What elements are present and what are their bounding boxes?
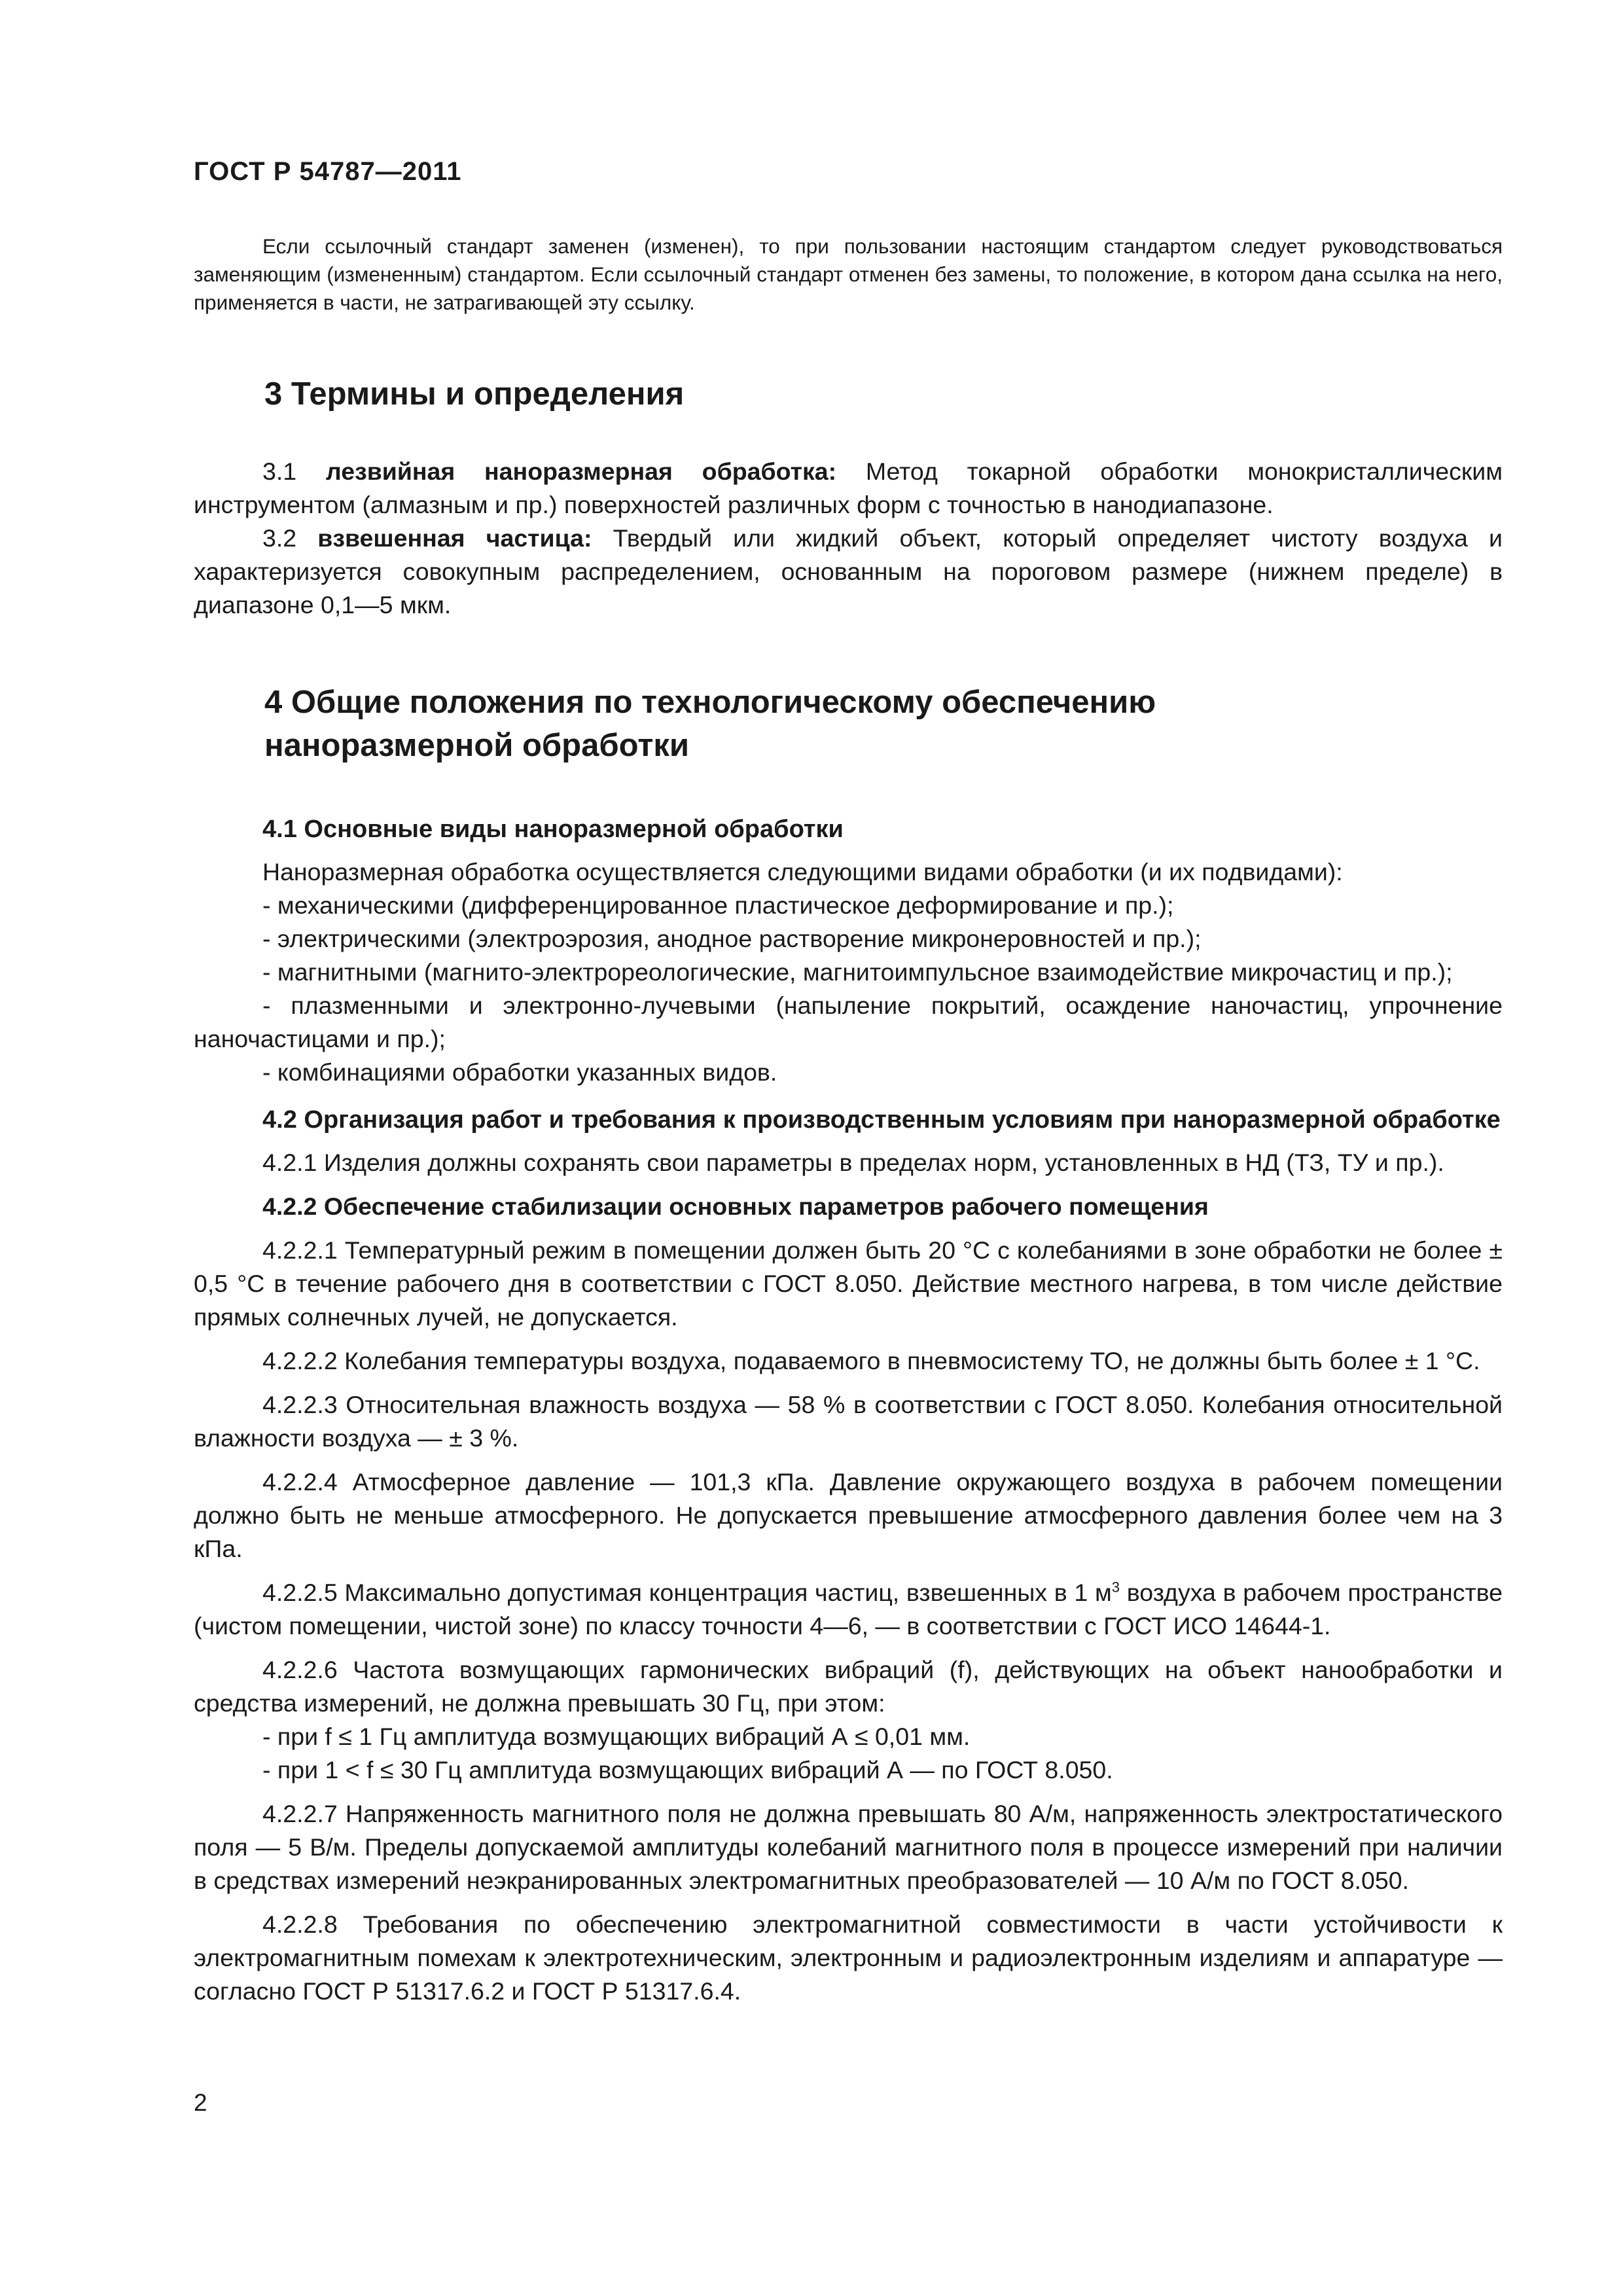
clause-4-2-2-5-part2: воздуха в рабочем пространстве (чистом помещении, чистой зоне) по классу точности 4—6, — в соответствии с ГОСТ ИСО 14644-1. xyxy=(194,1579,1503,1640)
term-3-1 xyxy=(194,455,1503,522)
clause-4-2-2-7: 4.2.2.7 Напряженность магнитного поля не должна превышать 80 А/м, напряженность электростатического поля — 5 В/м. Пределы допускаемой амплитуды колебаний магнитного поля в процессе измерений при наличии в средствах измерений неэкранированных электромагнитных преобразователей — 10 А/м по ГОСТ 8.050. xyxy=(194,1800,1503,1894)
section-4-title xyxy=(264,681,1503,767)
clause-4-2-2-2: 4.2.2.2 Колебания температуры воздуха, подаваемого в пневмосистему ТО, не должны быть более ± 1 °С. xyxy=(262,1347,1480,1374)
term-3-2-number: 3.2 xyxy=(262,524,297,552)
term-3-2-name: взвешенная частица: xyxy=(317,524,592,552)
subsection-4-2-title: 4.2 Организация работ и требования к производственным условиям при наноразмерной обработке xyxy=(262,1106,1501,1134)
list-item: - механическими (дифференцированное пластическое деформирование и пр.); xyxy=(262,891,1174,919)
clause-4-2-2-8: 4.2.2.8 Требования по обеспечению электромагнитной совместимости в части устойчивости к электромагнитным помехам к электротехническим, электронным и радиоэлектронным изделиям и аппаратуре — согласно ГОСТ Р 51317.6.2 и ГОСТ Р 51317.6.4. xyxy=(194,1910,1503,2005)
term-3-2 xyxy=(194,522,1503,622)
subsection-4-1-intro: Наноразмерная обработка осуществляется следующими видами обработки (и их подвидами): xyxy=(262,858,1343,886)
clause-4-2-1: 4.2.1 Изделия должны сохранять свои параметры в пределах норм, установленных в НД (ТЗ, ТУ и пр.). xyxy=(262,1149,1444,1176)
section-3-title: 3 Термины и определения xyxy=(264,376,685,412)
document-page xyxy=(194,157,1503,2008)
list-item: - при 1 < f ≤ 30 Гц амплитуда возмущающих вибраций А — по ГОСТ 8.050. xyxy=(262,1756,1113,1784)
list-item: - магнитными (магнито-электрореологические, магнитоимпульсное взаимодействие микрочастиц и пр.); xyxy=(262,958,1453,986)
clause-4-2-2-title: 4.2.2 Обеспечение стабилизации основных параметров рабочего помещения xyxy=(262,1193,1209,1220)
section-4-title-line1: 4 Общие положения по технологическому обеспечению xyxy=(264,685,1156,720)
document-id: ГОСТ Р 54787—2011 xyxy=(194,157,462,186)
term-3-2-definition: Твердый или жидкий объект, который определяет чистоту воздуха и характеризуется совокупным распределением, основанным на пороговом размере (нижнем пределе) в диапазоне 0,1—5 мкм. xyxy=(194,524,1503,619)
list-item: - при f ≤ 1 Гц амплитуда возмущающих вибраций А ≤ 0,01 мм. xyxy=(262,1723,971,1750)
term-3-1-number: 3.1 xyxy=(262,457,297,485)
clause-4-2-2-5 xyxy=(194,1576,1503,1643)
page-number: 2 xyxy=(194,2089,207,2116)
subsection-4-1-title: 4.1 Основные виды наноразмерной обработки xyxy=(262,816,844,843)
list-item: - плазменными и электронно-лучевыми (напыление покрытий, осаждение наночастиц, упрочнение наночастицами и пр.); xyxy=(194,992,1503,1052)
clause-4-2-2-3: 4.2.2.3 Относительная влажность воздуха — 58 % в соответствии с ГОСТ 8.050. Колебания относительной влажности воздуха — ± 3 %. xyxy=(194,1391,1503,1452)
intro-paragraph: Если ссылочный стандарт заменен (изменен), то при пользовании настоящим стандартом следует руководствоваться заменяющим (измененным) стандартом. Если ссылочный стандарт отменен без замены, то положение, в котором дана ссылка на него, применяется в части, не затрагивающей эту ссылку. xyxy=(194,234,1503,314)
clause-4-2-2-4: 4.2.2.4 Атмосферное давление — 101,3 кПа. Давление окружающего воздуха в рабочем помещении должно быть не меньше атмосферного. Не допускается превышение атмосферного давления более чем на 3 кПа. xyxy=(194,1468,1503,1562)
clause-4-2-2-1: 4.2.2.1 Температурный режим в помещении должен быть 20 °С с колебаниями в зоне обработки не более ± 0,5 °С в течение рабочего дня в соответствии с ГОСТ 8.050. Действие местного нагрева, в том числе действие прямых солнечных лучей, не допускается. xyxy=(194,1236,1503,1331)
clause-4-2-2-5-part1: 4.2.2.5 Максимально допустимая концентрация частиц, взвешенных в 1 м xyxy=(262,1579,1112,1606)
term-3-1-name: лезвийная наноразмерная обработка: xyxy=(325,457,837,485)
clause-4-2-2-6: 4.2.2.6 Частота возмущающих гармонических вибраций (f), действующих на объект нанообработки и средства измерений, не должна превышать 30 Гц, при этом: xyxy=(194,1656,1503,1717)
section-4-title-line2: наноразмерной обработки xyxy=(264,728,689,763)
term-3-1-definition: Метод токарной обработки монокристаллическим инструментом (алмазным и пр.) поверхностей различных форм с точностью в нанодиапазоне. xyxy=(194,457,1503,518)
superscript: 3 xyxy=(1111,1579,1120,1596)
list-item: - комбинациями обработки указанных видов. xyxy=(262,1058,777,1086)
list-item: - электрическими (электроэрозия, анодное растворение микронеровностей и пр.); xyxy=(262,925,1202,952)
